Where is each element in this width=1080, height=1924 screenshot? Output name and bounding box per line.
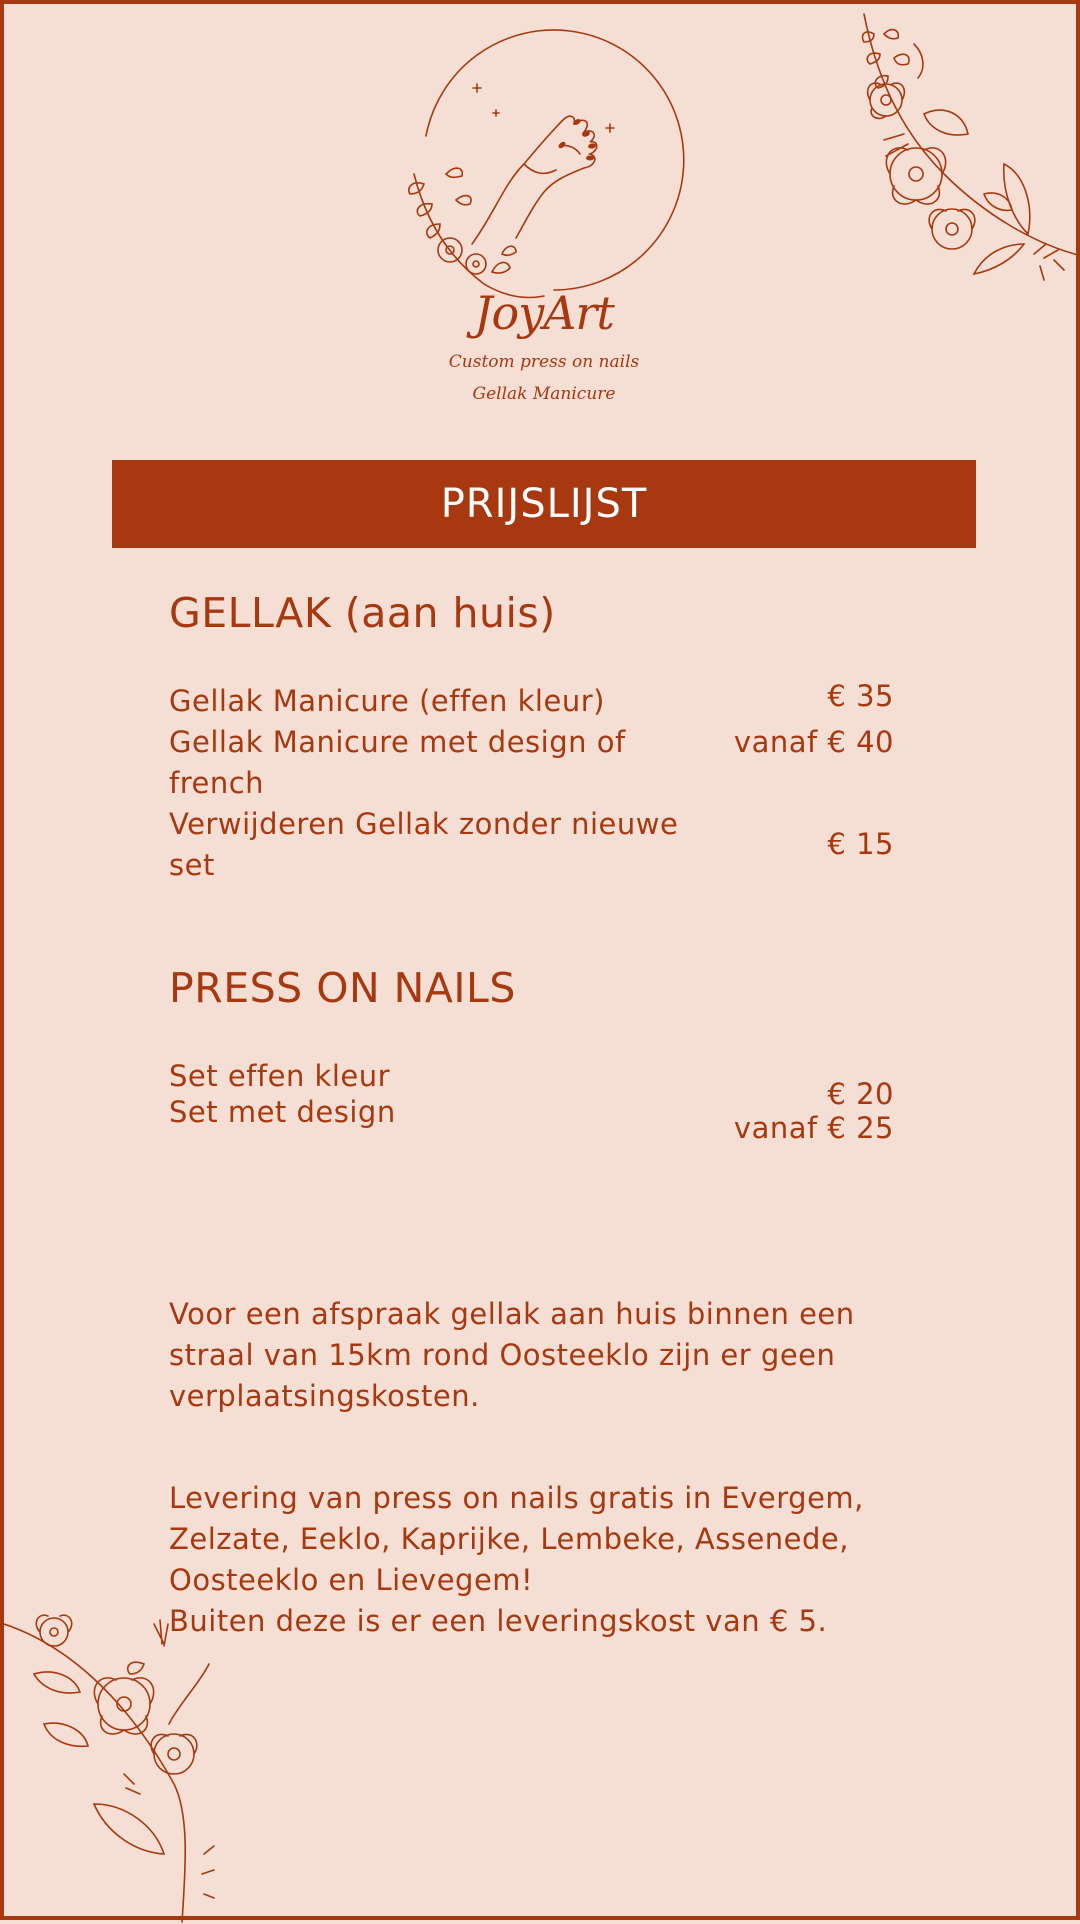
price-item-value: vanaf € 25 bbox=[733, 1111, 894, 1145]
price-item-label: Verwijderen Gellak zonder nieuwe set bbox=[169, 807, 679, 882]
brand-name: JoyArt bbox=[474, 286, 614, 340]
price-item-label: Set effen kleur bbox=[169, 1059, 391, 1093]
floral-branch-icon bbox=[4, 1604, 219, 1924]
travel-note: Voor een afspraak gellak aan huis binnen een straal van 15km rond Oosteeklo zijn er geen verplaatsingskosten. bbox=[169, 1297, 855, 1413]
price-item-label: Set met design bbox=[169, 1095, 396, 1129]
section-title-gellak: GELLAK (aan huis) bbox=[169, 589, 556, 637]
delivery-note: Levering van press on nails gratis in Evergem, Zelzate, Eeklo, Kaprijke, Lembeke, Assenede, Oosteeklo en Lievegem! bbox=[169, 1481, 864, 1597]
delivery-cost-note: Buiten deze is er een leveringskost van € 5. bbox=[169, 1604, 828, 1638]
price-item-label: Gellak Manicure (effen kleur) bbox=[169, 684, 605, 718]
price-list-banner bbox=[112, 460, 976, 548]
price-item-value: € 35 bbox=[827, 679, 894, 713]
section-title-press-on-nails: PRESS ON NAILS bbox=[169, 964, 516, 1012]
brand-logo bbox=[384, 24, 704, 424]
brand-subtitle-secondary: Gellak Manicure bbox=[472, 384, 616, 404]
price-item-value: vanaf € 40 bbox=[733, 725, 894, 759]
banner-title: PRIJSLIJST bbox=[440, 481, 648, 527]
price-item-label: Gellak Manicure met design of french bbox=[169, 725, 626, 800]
price-item-value: € 20 bbox=[827, 1077, 894, 1111]
floral-branch-icon bbox=[804, 4, 1080, 314]
price-item-value: € 15 bbox=[827, 827, 894, 861]
brand-subtitle: Custom press on nails bbox=[448, 352, 640, 372]
